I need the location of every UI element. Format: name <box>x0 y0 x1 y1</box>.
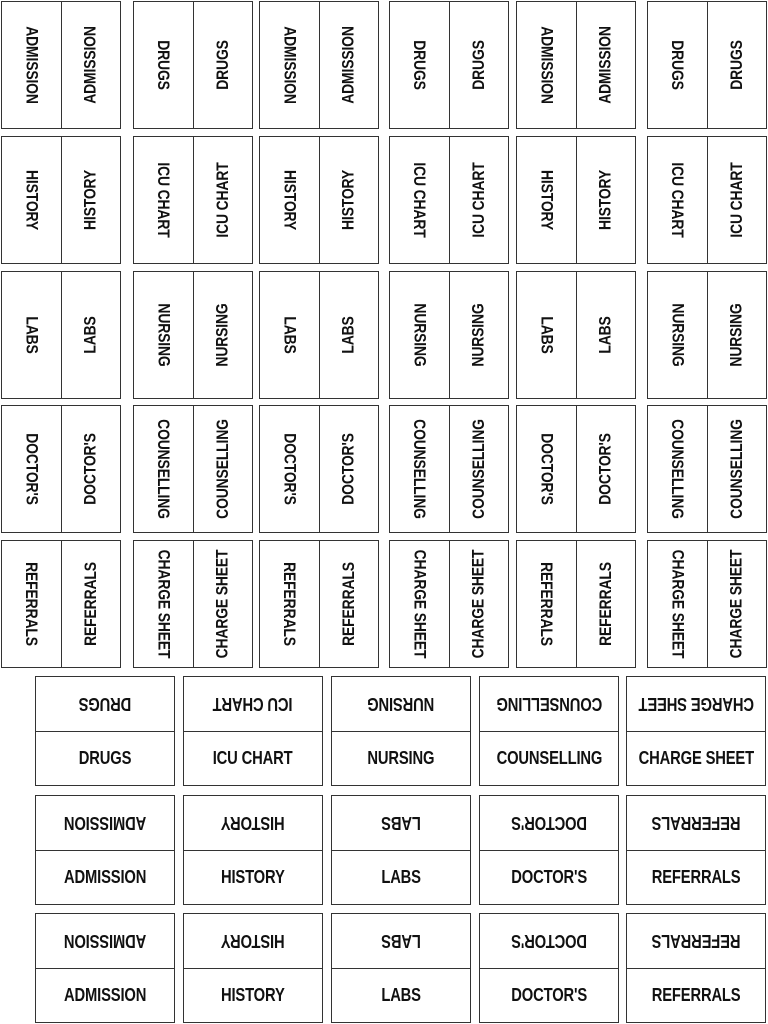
tab-label-text: NURSING <box>726 303 746 367</box>
vertical-tab-label <box>259 405 379 533</box>
tab-label-text: REFERRALS <box>80 562 100 646</box>
tab-label-left-half <box>2 137 61 263</box>
tab-label-text: DOCTOR'S <box>280 433 300 505</box>
tab-label-right-half <box>319 406 379 532</box>
tab-label-right-half <box>319 137 379 263</box>
tab-label-text: ICU CHART <box>213 694 293 715</box>
tab-label-bottom-half <box>36 850 174 905</box>
tab-label-top-half <box>480 914 618 968</box>
horizontal-tab-label <box>35 676 175 786</box>
tab-label-top-half <box>627 677 765 731</box>
tab-label-text: COUNSELLING <box>726 419 746 519</box>
tab-label-text: REFERRALS <box>280 562 300 646</box>
vertical-tab-label <box>516 271 636 399</box>
tab-label-text: CHARGE SHEET <box>410 549 430 659</box>
tab-label-text: DOCTOR'S <box>511 813 587 834</box>
tab-label-bottom-half <box>36 731 174 786</box>
vertical-tab-label <box>133 1 253 129</box>
tab-label-text: ADMISSION <box>63 984 147 1005</box>
tab-label-top-half <box>332 677 470 731</box>
tab-label-text: DRUGS <box>468 40 488 90</box>
vertical-tab-label <box>389 405 509 533</box>
tab-label-text: DOCTOR'S <box>595 433 615 505</box>
tab-label-left-half <box>134 137 193 263</box>
tab-label-right-half <box>707 2 767 128</box>
tab-label-top-half <box>480 796 618 850</box>
tab-label-text: CHARGE SHEET <box>154 549 174 659</box>
tab-label-right-half <box>319 2 379 128</box>
tab-label-text: DOCTOR'S <box>22 433 42 505</box>
tab-label-bottom-half <box>627 850 765 905</box>
vertical-tab-label <box>647 540 767 668</box>
tab-label-bottom-half <box>332 968 470 1023</box>
tab-label-text: REFERRALS <box>651 813 741 834</box>
tab-label-top-half <box>627 914 765 968</box>
tab-label-right-half <box>576 2 636 128</box>
tab-label-top-half <box>184 796 322 850</box>
tab-label-right-half <box>576 272 636 398</box>
tab-label-text: HISTORY <box>221 813 285 834</box>
tab-label-right-half <box>707 137 767 263</box>
tab-label-left-half <box>2 2 61 128</box>
tab-label-top-half <box>627 796 765 850</box>
tab-label-right-half <box>449 2 509 128</box>
vertical-tab-label <box>516 540 636 668</box>
tab-label-left-half <box>517 272 576 398</box>
tab-label-text: DRUGS <box>668 40 688 90</box>
vertical-tab-label <box>133 540 253 668</box>
tab-label-left-half <box>134 541 193 667</box>
horizontal-tab-label <box>626 795 766 905</box>
tab-label-text: HISTORY <box>221 984 285 1005</box>
tab-label-text: ICU CHART <box>410 162 430 238</box>
tab-label-left-half <box>2 541 61 667</box>
vertical-tab-label <box>133 271 253 399</box>
tab-label-left-half <box>390 137 449 263</box>
tab-label-text: CHARGE SHEET <box>668 549 688 659</box>
tab-label-text: ICU CHART <box>212 162 232 238</box>
tab-label-text: ADMISSION <box>595 26 615 104</box>
tab-label-bottom-half <box>332 850 470 905</box>
tab-label-text: HISTORY <box>221 866 285 887</box>
vertical-tab-label <box>1 271 121 399</box>
horizontal-tab-label <box>479 913 619 1023</box>
tab-label-left-half <box>648 406 707 532</box>
vertical-tab-label <box>1 405 121 533</box>
tab-label-left-half <box>260 2 319 128</box>
horizontal-tab-label <box>35 795 175 905</box>
tab-label-text: LABS <box>80 316 100 354</box>
tab-label-text: DRUGS <box>78 747 132 768</box>
tab-label-right-half <box>61 406 121 532</box>
tab-label-bottom-half <box>480 968 618 1023</box>
vertical-tab-label <box>259 1 379 129</box>
tab-label-text: ICU CHART <box>154 162 174 238</box>
tab-label-top-half <box>184 914 322 968</box>
vertical-tab-label <box>1 1 121 129</box>
tab-label-right-half <box>449 272 509 398</box>
tab-label-top-half <box>480 677 618 731</box>
tab-label-text: ICU CHART <box>668 162 688 238</box>
tab-label-right-half <box>576 137 636 263</box>
tab-label-right-half <box>576 541 636 667</box>
tab-label-text: LABS <box>381 813 421 834</box>
tab-label-left-half <box>390 2 449 128</box>
vertical-tab-label <box>389 1 509 129</box>
tab-label-text: NURSING <box>367 694 435 715</box>
tab-label-left-half <box>390 272 449 398</box>
tab-label-text: COUNSELLING <box>468 419 488 519</box>
tab-label-left-half <box>517 541 576 667</box>
tab-label-right-half <box>319 272 379 398</box>
tab-label-text: DOCTOR'S <box>338 433 358 505</box>
tab-label-text: CHARGE SHEET <box>638 694 754 715</box>
tab-label-text: DRUGS <box>154 40 174 90</box>
tab-label-top-half <box>36 677 174 731</box>
vertical-tab-label <box>259 271 379 399</box>
tab-label-right-half <box>707 541 767 667</box>
tab-label-left-half <box>390 541 449 667</box>
tab-label-top-half <box>332 796 470 850</box>
tab-label-right-half <box>707 272 767 398</box>
tab-label-text: DRUGS <box>78 694 132 715</box>
vertical-tab-label <box>647 405 767 533</box>
tab-label-right-half <box>449 137 509 263</box>
vertical-tab-label <box>259 540 379 668</box>
horizontal-tab-label <box>626 676 766 786</box>
tab-label-left-half <box>260 541 319 667</box>
tab-label-left-half <box>648 272 707 398</box>
tab-label-text: ICU CHART <box>468 162 488 238</box>
tab-label-left-half <box>134 272 193 398</box>
tab-label-top-half <box>184 677 322 731</box>
tab-label-text: ADMISSION <box>63 866 147 887</box>
tab-label-bottom-half <box>332 731 470 786</box>
tab-label-left-half <box>648 541 707 667</box>
vertical-tab-label <box>389 540 509 668</box>
tab-label-top-half <box>36 796 174 850</box>
tab-label-bottom-half <box>36 968 174 1023</box>
horizontal-tab-label <box>35 913 175 1023</box>
tab-label-text: DOCTOR'S <box>537 433 557 505</box>
tab-label-text: LABS <box>381 866 421 887</box>
tab-label-left-half <box>260 137 319 263</box>
tab-label-text: HISTORY <box>338 169 358 231</box>
tab-label-right-half <box>61 137 121 263</box>
tab-label-bottom-half <box>627 731 765 786</box>
tab-label-right-half <box>193 541 253 667</box>
tab-label-left-half <box>517 137 576 263</box>
tab-label-text: DRUGS <box>410 40 430 90</box>
tab-label-top-half <box>332 914 470 968</box>
tab-label-right-half <box>449 541 509 667</box>
tab-label-text: CHARGE SHEET <box>468 549 488 659</box>
tab-label-left-half <box>260 272 319 398</box>
vertical-tab-label <box>647 136 767 264</box>
tab-label-text: COUNSELLING <box>496 747 602 768</box>
tab-label-text: ADMISSION <box>22 26 42 104</box>
tab-label-left-half <box>517 2 576 128</box>
horizontal-tab-label <box>331 676 471 786</box>
tab-label-right-half <box>319 541 379 667</box>
horizontal-tab-label <box>626 913 766 1023</box>
horizontal-tab-label <box>479 676 619 786</box>
tab-label-right-half <box>193 272 253 398</box>
tab-label-text: CHARGE SHEET <box>212 549 232 659</box>
tab-label-text: ICU CHART <box>726 162 746 238</box>
tab-label-left-half <box>2 406 61 532</box>
vertical-tab-label <box>516 405 636 533</box>
tab-label-right-half <box>61 541 121 667</box>
tab-label-text: HISTORY <box>22 169 42 231</box>
tab-label-text: COUNSELLING <box>668 419 688 519</box>
tab-label-text: REFERRALS <box>595 562 615 646</box>
tab-label-text: HISTORY <box>221 931 285 952</box>
tab-label-right-half <box>449 406 509 532</box>
tab-label-text: DRUGS <box>726 40 746 90</box>
tab-label-text: REFERRALS <box>651 984 741 1005</box>
tab-label-text: HISTORY <box>80 169 100 231</box>
tab-label-left-half <box>260 406 319 532</box>
tab-label-text: LABS <box>280 316 300 354</box>
tab-label-bottom-half <box>480 731 618 786</box>
tab-label-text: HISTORY <box>280 169 300 231</box>
tab-label-text: HISTORY <box>595 169 615 231</box>
tab-label-text: ADMISSION <box>63 931 147 952</box>
tab-label-text: HISTORY <box>537 169 557 231</box>
vertical-tab-label <box>133 136 253 264</box>
tab-label-text: LABS <box>381 931 421 952</box>
tab-label-text: DOCTOR'S <box>80 433 100 505</box>
tab-label-text: LABS <box>595 316 615 354</box>
vertical-tab-label <box>259 136 379 264</box>
tab-label-text: LABS <box>338 316 358 354</box>
tab-label-text: NURSING <box>212 303 232 367</box>
tab-label-text: COUNSELLING <box>410 419 430 519</box>
tab-label-text: REFERRALS <box>651 931 741 952</box>
horizontal-tab-label <box>183 913 323 1023</box>
vertical-tab-label <box>133 405 253 533</box>
tab-label-right-half <box>193 406 253 532</box>
tab-label-text: CHARGE SHEET <box>638 747 754 768</box>
tab-label-text: CHARGE SHEET <box>726 549 746 659</box>
tab-label-left-half <box>390 406 449 532</box>
tab-label-left-half <box>134 406 193 532</box>
tab-label-text: NURSING <box>154 303 174 367</box>
vertical-tab-label <box>516 136 636 264</box>
tab-label-text: COUNSELLING <box>212 419 232 519</box>
horizontal-tab-label <box>331 913 471 1023</box>
tab-label-text: ADMISSION <box>63 813 147 834</box>
tab-label-text: LABS <box>22 316 42 354</box>
tab-label-bottom-half <box>184 850 322 905</box>
tab-label-text: NURSING <box>468 303 488 367</box>
vertical-tab-label <box>647 271 767 399</box>
vertical-tab-label <box>1 540 121 668</box>
tab-label-text: COUNSELLING <box>154 419 174 519</box>
tab-label-right-half <box>61 272 121 398</box>
tab-label-text: ADMISSION <box>280 26 300 104</box>
tab-label-left-half <box>134 2 193 128</box>
vertical-tab-label <box>516 1 636 129</box>
tab-label-text: COUNSELLING <box>496 694 602 715</box>
tab-label-text: ICU CHART <box>213 747 293 768</box>
tab-label-bottom-half <box>184 731 322 786</box>
tab-label-text: DRUGS <box>212 40 232 90</box>
tab-label-bottom-half <box>480 850 618 905</box>
tab-label-text: DOCTOR'S <box>511 984 587 1005</box>
tab-label-text: ADMISSION <box>537 26 557 104</box>
tab-label-text: LABS <box>537 316 557 354</box>
tab-label-right-half <box>193 137 253 263</box>
tab-label-text: REFERRALS <box>22 562 42 646</box>
tab-label-text: DOCTOR'S <box>511 866 587 887</box>
tab-label-right-half <box>61 2 121 128</box>
tab-label-right-half <box>707 406 767 532</box>
tab-label-left-half <box>517 406 576 532</box>
tab-label-left-half <box>2 272 61 398</box>
tab-label-right-half <box>576 406 636 532</box>
tab-label-text: DOCTOR'S <box>511 931 587 952</box>
tab-label-text: LABS <box>381 984 421 1005</box>
tab-label-left-half <box>648 2 707 128</box>
tab-label-top-half <box>36 914 174 968</box>
tab-label-text: ADMISSION <box>338 26 358 104</box>
vertical-tab-label <box>647 1 767 129</box>
tab-label-text: REFERRALS <box>338 562 358 646</box>
tab-label-text: NURSING <box>410 303 430 367</box>
tab-label-bottom-half <box>627 968 765 1023</box>
tab-label-text: NURSING <box>367 747 435 768</box>
vertical-tab-label <box>1 136 121 264</box>
vertical-tab-label <box>389 136 509 264</box>
tab-label-left-half <box>648 137 707 263</box>
tab-label-text: REFERRALS <box>537 562 557 646</box>
horizontal-tab-label <box>479 795 619 905</box>
horizontal-tab-label <box>331 795 471 905</box>
tab-label-text: ADMISSION <box>80 26 100 104</box>
tab-label-right-half <box>193 2 253 128</box>
tab-label-bottom-half <box>184 968 322 1023</box>
horizontal-tab-label <box>183 795 323 905</box>
horizontal-tab-label <box>183 676 323 786</box>
tab-label-text: NURSING <box>668 303 688 367</box>
vertical-tab-label <box>389 271 509 399</box>
tab-label-text: REFERRALS <box>651 866 741 887</box>
